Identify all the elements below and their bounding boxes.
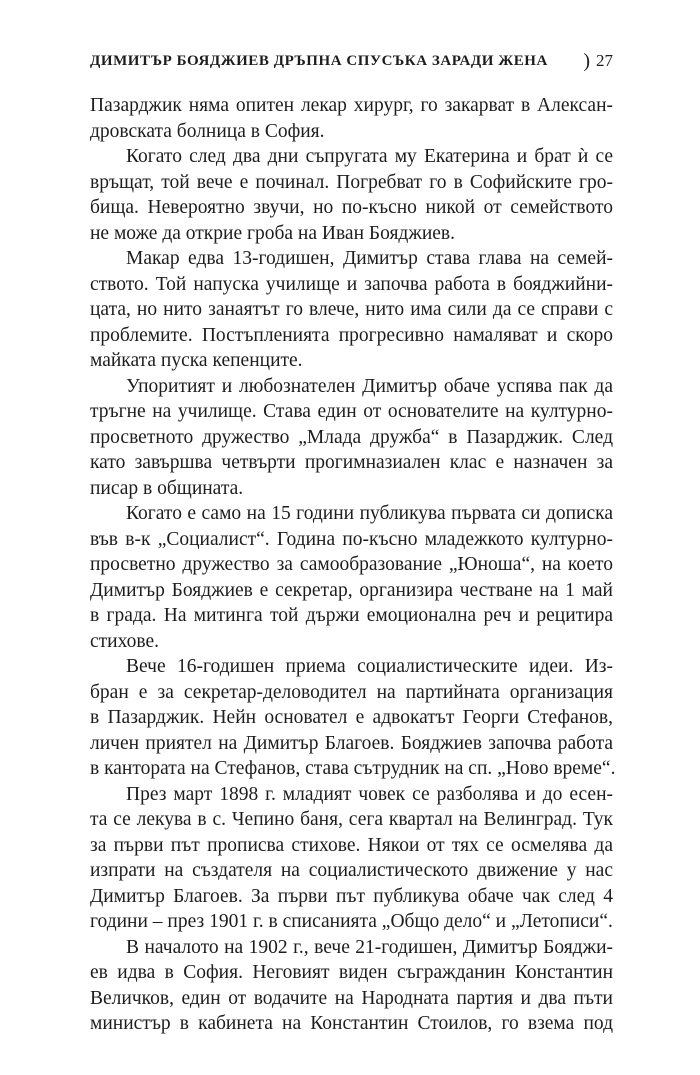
text-line: Вече 16-годишен приема социалистическите идеи. Из- — [126, 656, 613, 677]
text-line: във в-к „Социалист“. Година по-късно младежкото културно- — [90, 528, 613, 550]
text-line: просветното дружество „Млада дружба“ в Пазарджик. След — [90, 426, 613, 448]
text-line: министър в кабинета на Константин Стоилов, го взема под — [90, 1013, 613, 1034]
text-line: просветно дружество за самообразование „Юноша“, на което — [90, 554, 613, 575]
text-line: В началото на 1902 г., вече 21-годишен, Димитър Бояджи- — [126, 936, 613, 958]
page-number: 27 — [596, 51, 613, 70]
text-line: стихове. — [90, 630, 159, 652]
text-line: майката пуска кепенците. — [90, 350, 303, 371]
text-line: Димитър Благоев. За първи път публикува обаче чак след 4 — [90, 885, 613, 907]
page-header — [90, 49, 613, 73]
text-line: Макар едва 13-годишен, Димитър става глава на семей- — [126, 248, 613, 269]
text-line: Величков, един от водачите на Народната партия и два пъти — [90, 987, 613, 1009]
text-line: не може да открие гроба на Иван Бояджиев. — [90, 222, 455, 244]
text-line: бран е за секретар-деловодител на партийната организация — [90, 681, 613, 703]
text-line: та се лекува в с. Чепино баня, сега квартал на Велинград. Тук — [90, 809, 613, 830]
text-line: в града. На митинга той държи емоционална реч и рецитира — [90, 605, 613, 626]
running-title: ДИМИТЪР БОЯДЖИЕВ ДРЪПНА СПУСЪКА ЗАРАДИ ЖЕНА — [90, 52, 548, 69]
text-line: ев идва в София. Неговият виден съгражданин Константин — [90, 962, 613, 983]
text-line: в Пазарджик. Нейн основател е адвокатът Георги Стефанов, — [90, 707, 613, 728]
text-line: Когато след два дни съпругата му Екатерина и брат ѝ се — [126, 146, 613, 167]
folio — [583, 50, 613, 73]
text-line: Когато е само на 15 години публикува първата си дописка — [126, 503, 613, 524]
text-line: връщат, той вече е починал. Погребват го в Софийските гро- — [90, 171, 613, 193]
text-line: като завършва четвърти прогимназиален клас е назначен за — [90, 452, 613, 473]
text-line: писар в общината. — [90, 477, 244, 499]
text-line: бища. Невероятно звучи, но по-късно никой от семейството — [90, 197, 613, 218]
text-line: в кантората на Стефанов, става сътрудник на сп. „Ново време“. — [90, 758, 616, 779]
text-line: Упоритият и любознателен Димитър обаче успява пак да — [126, 375, 613, 397]
text-line: ството. Той напуска училище и започва работа в бояджийни- — [90, 273, 613, 295]
text-line: През март 1898 г. младият човек се разболява и до есен- — [126, 783, 613, 805]
text-line: проблемите. Постъпленията прогресивно намаляват и скоро — [90, 324, 613, 346]
page-mark: ) — [583, 49, 590, 72]
text-line: изпрати на създателя на социалистическото движение у нас — [90, 860, 613, 881]
text-line: за първи път прописва стихове. Някои от тях се осмелява да — [90, 834, 613, 856]
text-line: Димитър Бояджиев е секретар, организира честване на 1 май — [90, 579, 613, 601]
text-line: цата, но нито занаятът го влече, нито има сили да се справи с — [90, 299, 613, 320]
text-line: Пазарджик няма опитен лекар хирург, го закарват в Алексан- — [90, 95, 613, 116]
text-line: дровската болница в София. — [90, 120, 325, 142]
text-line: години – през 1901 г. в списанията „Общо дело“ и „Летописи“. — [90, 911, 613, 932]
text-line: личен приятел на Димитър Благоев. Бояджиев започва работа — [90, 732, 613, 754]
text-line: тръгне на училище. Става един от основателите на културно- — [90, 401, 613, 422]
body-text — [90, 93, 616, 1037]
